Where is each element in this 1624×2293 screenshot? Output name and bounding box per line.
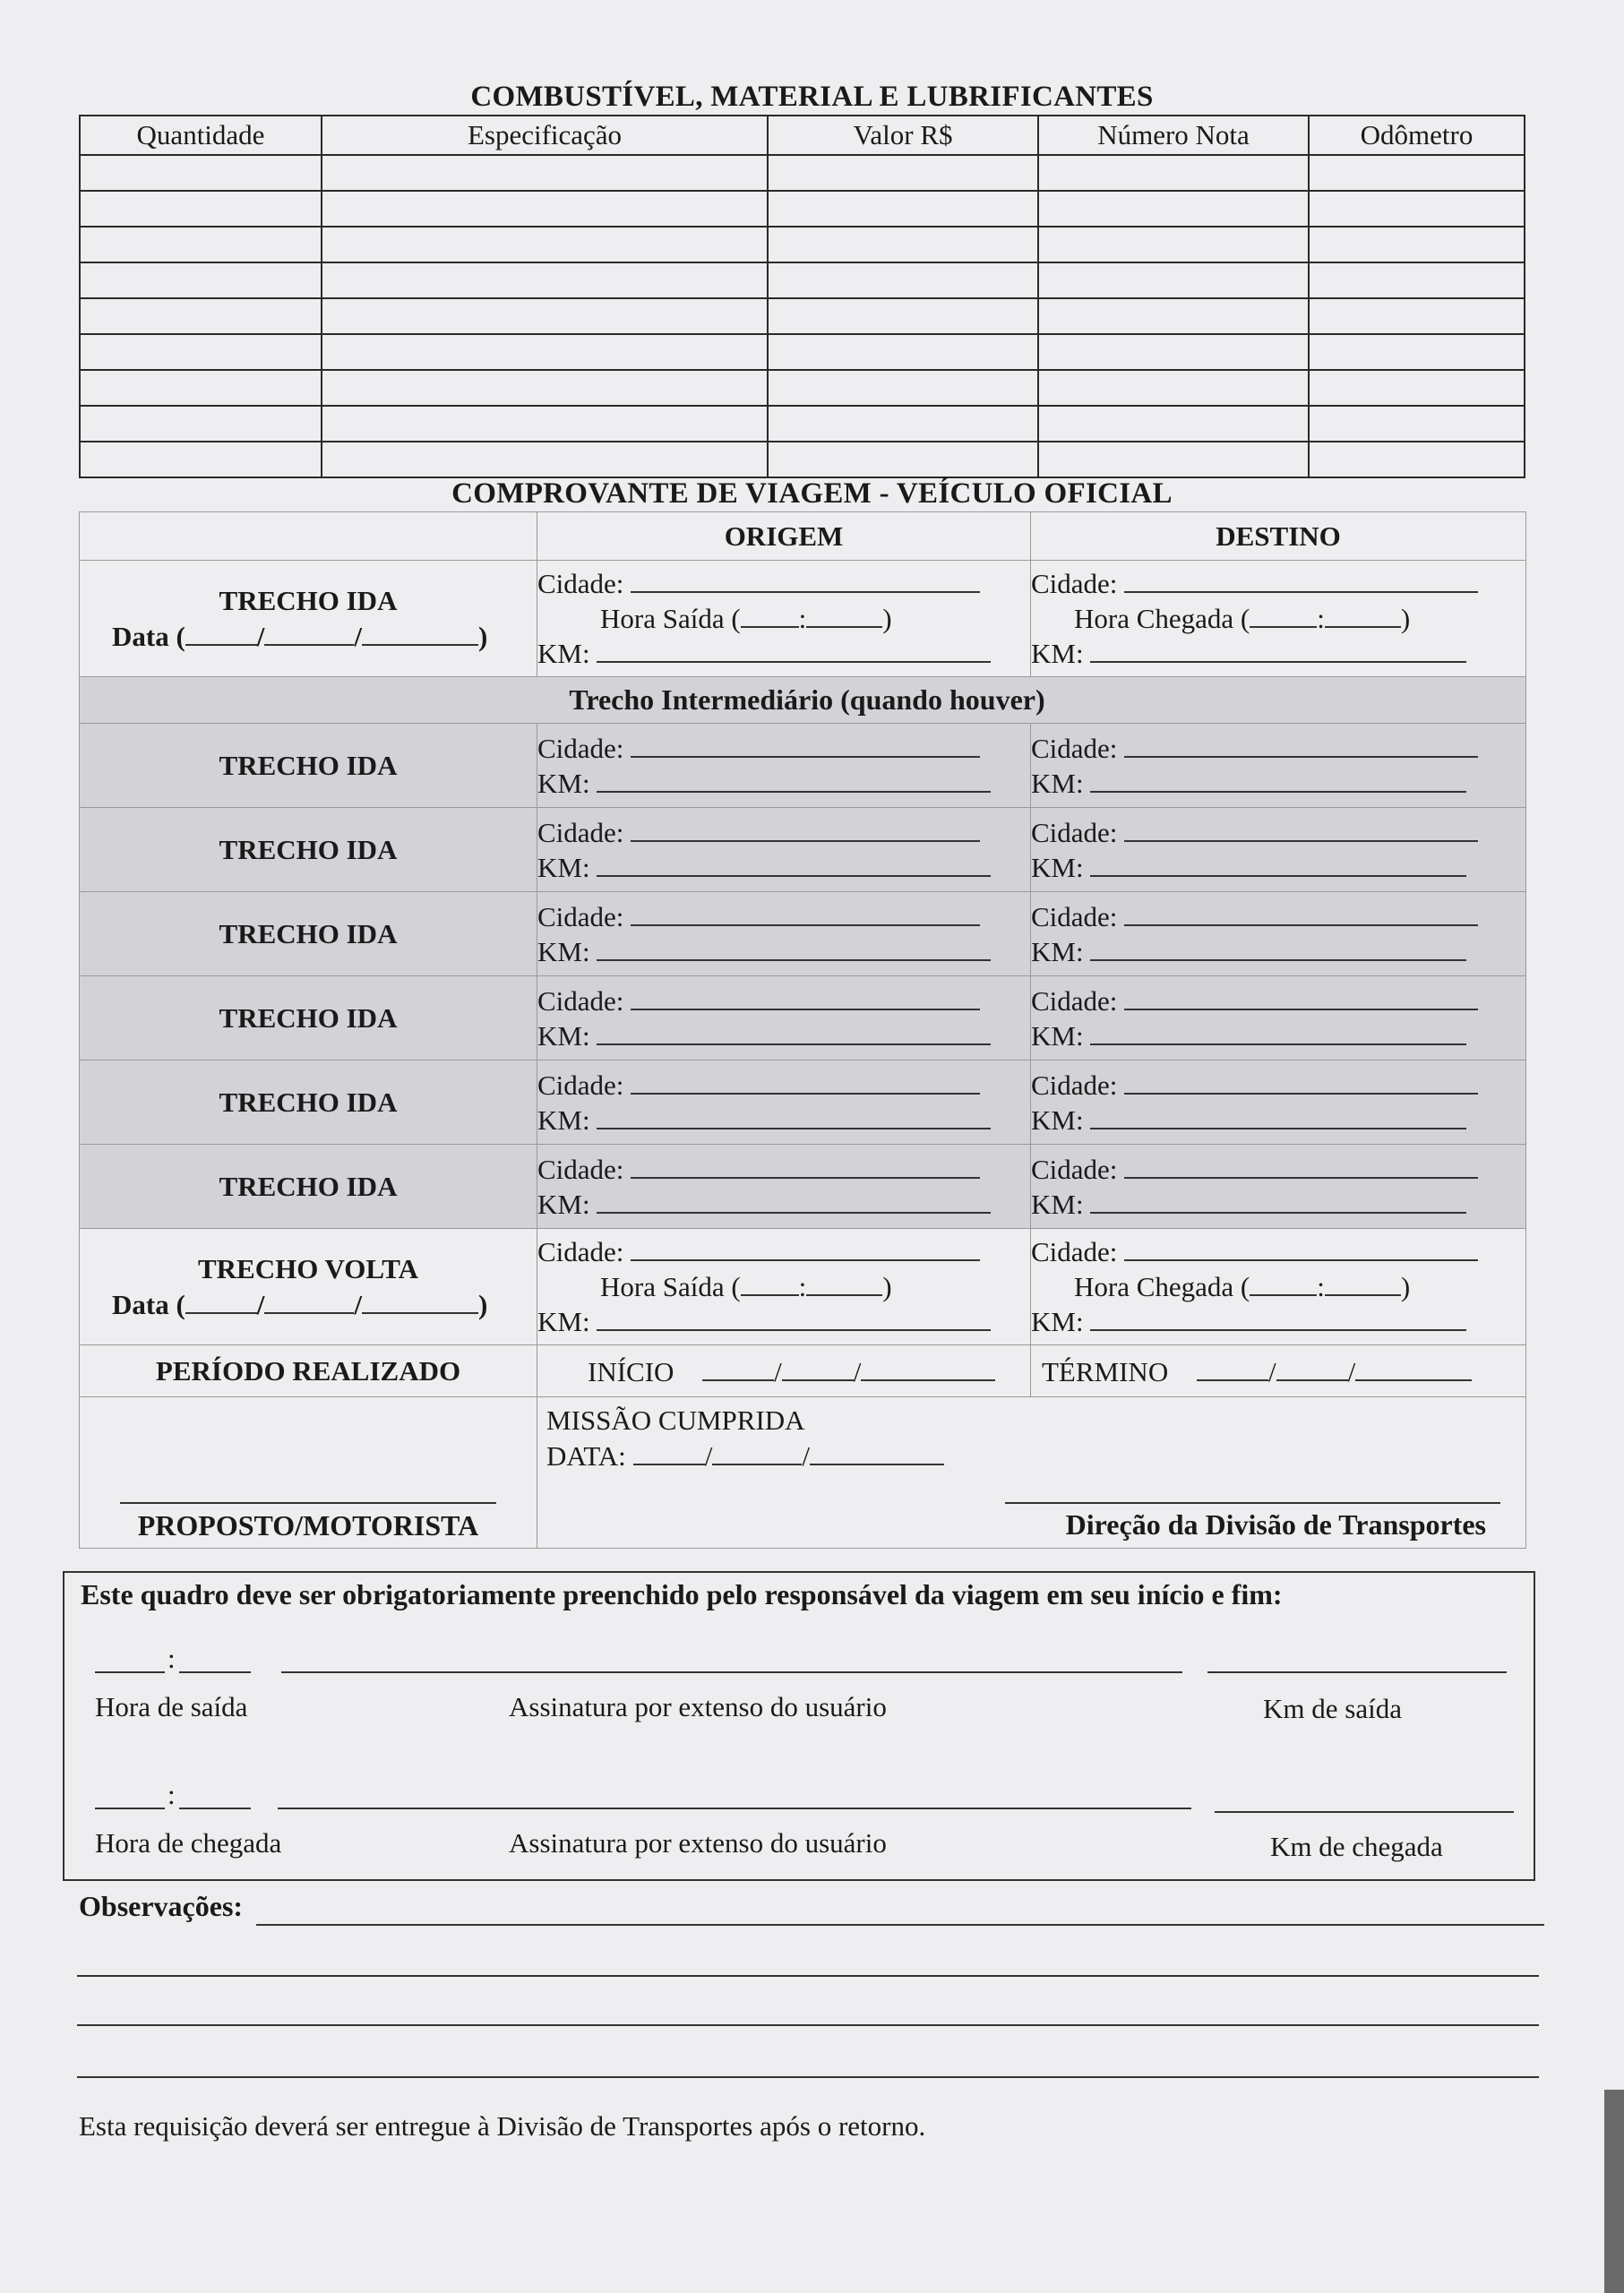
time-separator: :	[168, 1779, 176, 1810]
year-field[interactable]	[362, 619, 478, 646]
km-label: KM:	[537, 851, 590, 883]
table-cell[interactable]	[768, 191, 1038, 227]
city-field[interactable]	[631, 731, 980, 758]
departure-time-label: Hora Saída (	[600, 1271, 741, 1302]
table-cell[interactable]	[322, 191, 768, 227]
end-label: TÉRMINO	[1042, 1355, 1169, 1387]
minute-field[interactable]	[806, 601, 882, 628]
km-label: KM:	[1031, 1306, 1084, 1337]
departure-time-label: Hora de saída	[95, 1691, 248, 1722]
date-separator: /	[1347, 1355, 1356, 1387]
month-field[interactable]	[264, 619, 354, 646]
table-cell[interactable]	[1038, 406, 1309, 442]
time-close: )	[1400, 1271, 1411, 1302]
intermediate-label: TRECHO IDA	[80, 892, 537, 976]
outbound-row	[80, 561, 1526, 677]
city-field[interactable]	[1124, 983, 1478, 1010]
arrival-km-label: Km de chegada	[1270, 1831, 1443, 1862]
scan-edge	[1604, 2090, 1624, 2293]
table-cell[interactable]	[80, 191, 322, 227]
city-field[interactable]	[631, 899, 980, 926]
destination-header: DESTINO	[1031, 512, 1526, 561]
intermediate-row	[80, 808, 1526, 892]
city-label: Cidade:	[1031, 568, 1118, 599]
time-close: )	[882, 1271, 892, 1302]
city-label: Cidade:	[1031, 732, 1118, 764]
table-cell[interactable]	[1309, 191, 1525, 227]
table-cell[interactable]	[1309, 334, 1525, 370]
signature-label: Assinatura por extenso do usuário	[509, 1691, 887, 1722]
km-field[interactable]	[597, 934, 991, 961]
hour-field[interactable]	[741, 1269, 799, 1296]
km-label: KM:	[1031, 1188, 1084, 1220]
intermediate-label: TRECHO IDA	[80, 724, 537, 808]
table-cell[interactable]	[322, 406, 768, 442]
city-field[interactable]	[631, 1068, 980, 1095]
departure-minute-field[interactable]	[179, 1671, 251, 1673]
start-month-field[interactable]	[782, 1354, 854, 1381]
responsible-box	[63, 1571, 1535, 1881]
observations-line[interactable]	[77, 1975, 1539, 1977]
month-field[interactable]	[264, 1287, 354, 1314]
direction-signature-line[interactable]	[1005, 1502, 1500, 1504]
table-cell[interactable]	[768, 406, 1038, 442]
km-label: KM:	[537, 935, 590, 967]
city-label: Cidade:	[537, 1069, 624, 1101]
minute-field[interactable]	[1325, 1269, 1401, 1296]
date-separator: /	[853, 1355, 862, 1387]
time-separator: :	[1317, 603, 1325, 634]
table-cell[interactable]	[1309, 406, 1525, 442]
date-separator: /	[354, 1288, 363, 1320]
table-cell[interactable]	[768, 442, 1038, 477]
year-field[interactable]	[362, 1287, 478, 1314]
minute-field[interactable]	[806, 1269, 882, 1296]
city-field[interactable]	[1124, 731, 1478, 758]
departure-km-label: Km de saída	[1263, 1693, 1402, 1724]
arrival-minute-field[interactable]	[179, 1808, 251, 1809]
observations-label: Observações:	[79, 1890, 244, 1922]
intermediate-row	[80, 892, 1526, 976]
time-close: )	[1400, 603, 1411, 634]
table-cell[interactable]	[1038, 262, 1309, 298]
table-row	[80, 442, 1525, 477]
city-label: Cidade:	[537, 732, 624, 764]
date-close: )	[478, 1288, 488, 1320]
table-cell[interactable]	[1309, 262, 1525, 298]
hour-field[interactable]	[741, 601, 799, 628]
city-label: Cidade:	[1031, 1069, 1118, 1101]
intermediate-row	[80, 724, 1526, 808]
table-cell[interactable]	[768, 227, 1038, 262]
column-header: Quantidade	[80, 116, 322, 155]
column-header: Odômetro	[1309, 116, 1525, 155]
table-cell[interactable]	[80, 227, 322, 262]
km-label: KM:	[537, 1306, 590, 1337]
table-cell[interactable]	[768, 370, 1038, 406]
table-cell[interactable]	[1038, 298, 1309, 334]
time-separator: :	[798, 1271, 807, 1302]
km-label: KM:	[1031, 851, 1084, 883]
footer-note: Esta requisição deverá ser entregue à Divisão de Transportes após o retorno.	[79, 2110, 926, 2142]
time-separator: :	[798, 603, 807, 634]
km-label: KM:	[1031, 1019, 1084, 1052]
city-label: Cidade:	[1031, 1236, 1118, 1267]
city-field[interactable]	[1124, 815, 1478, 842]
time-close: )	[882, 603, 892, 634]
table-cell[interactable]	[1038, 155, 1309, 191]
empty-cell	[80, 512, 537, 561]
km-label: KM:	[537, 1019, 590, 1052]
city-label: Cidade:	[1031, 900, 1118, 932]
km-field[interactable]	[1090, 1103, 1466, 1129]
date-close: )	[478, 620, 488, 652]
city-label: Cidade:	[1031, 816, 1118, 848]
period-row	[80, 1345, 1526, 1397]
table-cell[interactable]	[768, 298, 1038, 334]
km-field[interactable]	[1090, 1304, 1466, 1331]
intermediate-row	[80, 1061, 1526, 1145]
date-label: Data (	[112, 1288, 185, 1320]
city-field[interactable]	[631, 983, 980, 1010]
km-label: KM:	[537, 638, 590, 669]
city-field[interactable]	[631, 1234, 980, 1261]
end-year-field[interactable]	[1355, 1354, 1472, 1381]
city-label: Cidade:	[1031, 984, 1118, 1017]
intermediate-label: TRECHO IDA	[80, 1145, 537, 1229]
table-cell[interactable]	[1038, 227, 1309, 262]
city-field[interactable]	[631, 566, 980, 593]
table-row	[80, 262, 1525, 298]
hour-field[interactable]	[1250, 601, 1317, 628]
table-cell[interactable]	[1038, 370, 1309, 406]
table-cell[interactable]	[1309, 298, 1525, 334]
day-field[interactable]	[185, 1287, 257, 1314]
table-cell[interactable]	[80, 406, 322, 442]
km-field[interactable]	[1090, 1187, 1466, 1214]
table-cell[interactable]	[80, 262, 322, 298]
table-cell[interactable]	[322, 370, 768, 406]
table-row	[80, 370, 1525, 406]
city-field[interactable]	[1124, 1152, 1478, 1179]
date-separator: /	[704, 1440, 713, 1472]
date-separator: /	[256, 1288, 265, 1320]
column-header: Especificação	[322, 116, 768, 155]
intermediate-header: Trecho Intermediário (quando houver)	[80, 677, 1526, 724]
km-label: KM:	[1031, 767, 1084, 799]
table-row	[80, 191, 1525, 227]
signature-label: Assinatura por extenso do usuário	[509, 1827, 887, 1859]
period-label: PERÍODO REALIZADO	[80, 1345, 537, 1397]
departure-km-field[interactable]	[1207, 1671, 1507, 1673]
end-day-field[interactable]	[1197, 1354, 1268, 1381]
km-label: KM:	[537, 1104, 590, 1136]
fuel-table-header	[80, 116, 1525, 155]
table-cell[interactable]	[1309, 442, 1525, 477]
table-cell[interactable]	[80, 155, 322, 191]
table-row	[80, 334, 1525, 370]
intermediate-row	[80, 976, 1526, 1061]
table-cell[interactable]	[322, 442, 768, 477]
return-label: TRECHO VOLTA	[197, 1252, 419, 1284]
trip-section-title: COMPROVANTE DE VIAGEM - VEÍCULO OFICIAL	[451, 477, 1173, 510]
fuel-section-title: COMBUSTÍVEL, MATERIAL E LUBRIFICANTES	[470, 81, 1154, 113]
km-field[interactable]	[597, 1304, 991, 1331]
table-cell[interactable]	[768, 262, 1038, 298]
table-cell[interactable]	[768, 334, 1038, 370]
intermediate-label: TRECHO IDA	[80, 808, 537, 892]
km-field[interactable]	[597, 1187, 991, 1214]
intermediate-label: TRECHO IDA	[80, 976, 537, 1061]
observations-line[interactable]	[256, 1924, 1544, 1926]
km-label: KM:	[537, 1188, 590, 1220]
km-field[interactable]	[1090, 766, 1466, 793]
departure-signature-field[interactable]	[281, 1671, 1182, 1673]
city-label: Cidade:	[537, 816, 624, 848]
date-separator: /	[256, 620, 265, 652]
mission-label: MISSÃO CUMPRIDA	[546, 1404, 805, 1436]
table-cell[interactable]	[80, 370, 322, 406]
end-month-field[interactable]	[1276, 1354, 1348, 1381]
fuel-table	[79, 115, 1525, 478]
arrival-time-label: Hora de chegada	[95, 1827, 282, 1859]
table-cell[interactable]	[1309, 227, 1525, 262]
start-year-field[interactable]	[861, 1354, 995, 1381]
table-row	[80, 227, 1525, 262]
table-cell[interactable]	[322, 262, 768, 298]
table-row	[80, 298, 1525, 334]
observations-line[interactable]	[77, 2076, 1539, 2078]
responsible-instruction: Este quadro deve ser obrigatoriamente preenchido pelo responsável da viagem em seu início e fim:	[81, 1578, 1283, 1610]
intermediate-label: TRECHO IDA	[80, 1061, 537, 1145]
table-cell[interactable]	[322, 298, 768, 334]
city-label: Cidade:	[537, 900, 624, 932]
city-field[interactable]	[631, 815, 980, 842]
km-field[interactable]	[1090, 636, 1466, 663]
trip-header-row	[80, 512, 1526, 561]
city-field[interactable]	[1124, 899, 1478, 926]
table-cell[interactable]	[1309, 155, 1525, 191]
city-field[interactable]	[631, 1152, 980, 1179]
arrival-signature-field[interactable]	[278, 1808, 1191, 1809]
table-cell[interactable]	[80, 298, 322, 334]
table-cell[interactable]	[322, 155, 768, 191]
observations-line[interactable]	[77, 2024, 1539, 2026]
driver-label: PROPOSTO/MOTORISTA	[137, 1509, 479, 1542]
arrival-km-field[interactable]	[1215, 1811, 1514, 1813]
return-row	[80, 1229, 1526, 1345]
table-row	[80, 155, 1525, 191]
outbound-label: TRECHO IDA	[219, 584, 398, 616]
km-field[interactable]	[597, 1018, 991, 1045]
table-cell[interactable]	[768, 155, 1038, 191]
table-cell[interactable]	[80, 442, 322, 477]
city-label: Cidade:	[537, 1236, 624, 1267]
date-label: Data (	[112, 620, 185, 652]
city-label: Cidade:	[1031, 1153, 1118, 1185]
date-separator: /	[774, 1355, 782, 1387]
signature-row	[80, 1397, 1526, 1549]
date-separator: /	[354, 620, 363, 652]
column-header: Número Nota	[1038, 116, 1309, 155]
start-day-field[interactable]	[702, 1354, 774, 1381]
km-label: KM:	[1031, 935, 1084, 967]
arrival-time-label: Hora Chegada (	[1074, 603, 1250, 634]
driver-signature-line[interactable]	[120, 1502, 496, 1504]
city-label: Cidade:	[537, 568, 624, 599]
city-field[interactable]	[1124, 1234, 1478, 1261]
table-cell[interactable]	[1038, 334, 1309, 370]
km-label: KM:	[1031, 1104, 1084, 1136]
km-field[interactable]	[1090, 934, 1466, 961]
km-field[interactable]	[597, 850, 991, 877]
departure-time-label: Hora Saída (	[600, 603, 741, 634]
km-field[interactable]	[597, 766, 991, 793]
km-field[interactable]	[1090, 1018, 1466, 1045]
km-field[interactable]	[1090, 850, 1466, 877]
city-label: Cidade:	[537, 1153, 624, 1185]
trip-table	[79, 511, 1526, 1549]
day-field[interactable]	[185, 619, 257, 646]
table-cell[interactable]	[1309, 370, 1525, 406]
time-separator: :	[1317, 1271, 1325, 1302]
table-row	[80, 406, 1525, 442]
hour-field[interactable]	[1250, 1269, 1317, 1296]
km-field[interactable]	[597, 636, 991, 663]
km-label: KM:	[537, 767, 590, 799]
intermediate-header-row	[80, 677, 1526, 724]
km-field[interactable]	[597, 1103, 991, 1129]
origin-header: ORIGEM	[537, 512, 1031, 561]
table-cell[interactable]	[322, 334, 768, 370]
departure-hour-field[interactable]	[95, 1671, 165, 1673]
time-separator: :	[168, 1643, 176, 1674]
mission-date-label: DATA:	[546, 1440, 626, 1472]
table-cell[interactable]	[80, 334, 322, 370]
date-separator: /	[802, 1440, 811, 1472]
table-cell[interactable]	[1038, 191, 1309, 227]
mission-month-field[interactable]	[712, 1438, 802, 1465]
city-field[interactable]	[1124, 566, 1478, 593]
table-cell[interactable]	[322, 227, 768, 262]
start-label: INÍCIO	[588, 1355, 675, 1387]
intermediate-row	[80, 1145, 1526, 1229]
arrival-hour-field[interactable]	[95, 1808, 165, 1809]
city-field[interactable]	[1124, 1068, 1478, 1095]
minute-field[interactable]	[1325, 601, 1401, 628]
table-cell[interactable]	[1038, 442, 1309, 477]
mission-year-field[interactable]	[810, 1438, 944, 1465]
column-header: Valor R$	[768, 116, 1038, 155]
mission-day-field[interactable]	[633, 1438, 705, 1465]
arrival-time-label: Hora Chegada (	[1074, 1271, 1250, 1302]
city-label: Cidade:	[537, 984, 624, 1017]
direction-label: Direção da Divisão de Transportes	[1065, 1508, 1486, 1541]
km-label: KM:	[1031, 638, 1084, 669]
date-separator: /	[1267, 1355, 1276, 1387]
